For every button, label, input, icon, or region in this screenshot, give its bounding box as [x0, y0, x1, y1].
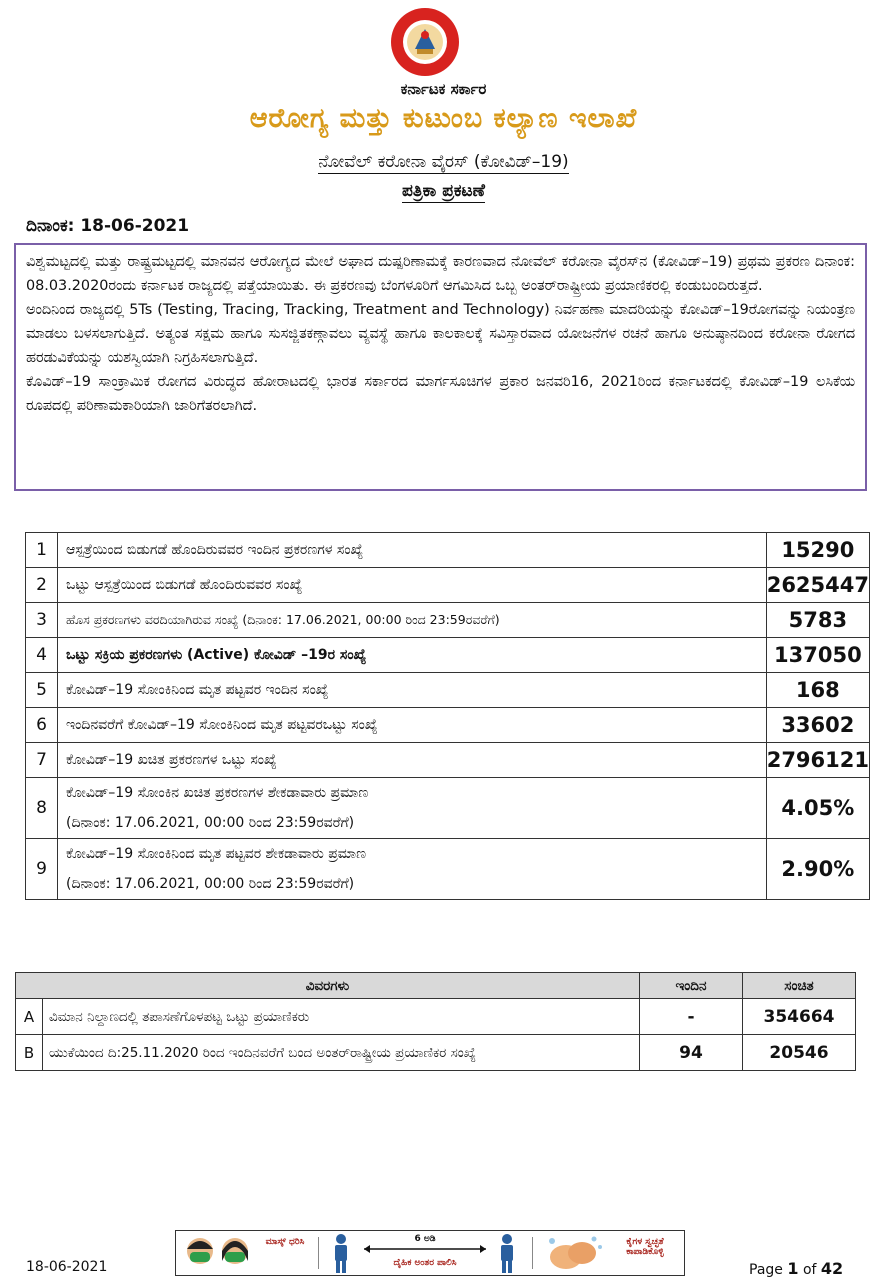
row-number: 3: [26, 603, 58, 638]
row-value: 15290: [766, 533, 869, 568]
release-date: ದಿನಾಂಕ: 18-06-2021: [26, 216, 190, 236]
row-description: [58, 839, 767, 900]
person-icon: [326, 1231, 356, 1275]
table-row: [26, 708, 870, 743]
divider: [532, 1237, 533, 1269]
row-number: 4: [26, 638, 58, 673]
row-description-date: (ದಿನಾಂಕ: 17.06.2021, 00:00 ರಿಂದ 23:59ರವರೆಗೆ): [66, 815, 355, 831]
total-pages: 42: [820, 1259, 844, 1278]
row-description: ಕೋವಿಡ್–19 ಖಚಿತ ಪ್ರಕರಣಗಳ ಒಟ್ಟು ಸಂಖ್ಯೆ: [58, 743, 767, 778]
column-header-details: ವಿವರಗಳು: [16, 973, 640, 999]
row-number: 2: [26, 568, 58, 603]
intro-box: [14, 243, 867, 491]
intro-paragraph: ಕೊವಿಡ್–19 ಸಾಂಕ್ರಾಮಿಕ ರೋಗದ ವಿರುದ್ಧದ ಹೋರಾಟದಲ್ಲಿ ಭಾರತ ಸರ್ಕಾರದ ಮಾರ್ಗಸೂಚಿಗಳ ಪ್ರಕಾರ ಜನವರಿ16, 2021ರಿಂದ ಕರ್ನಾಟಕದಲ್ಲಿ ಕೋವಿಡ್–19 ಲಸಿಕೆಯ ರೂಪದಲ್ಲಿ ಪರಿಣಾಮಕಾರಿಯಾಗಿ ಜಾರಿಗೆತರಲಾಗಿದೆ.: [26, 374, 855, 414]
masked-faces-icon: [180, 1231, 258, 1275]
row-today: -: [640, 999, 743, 1035]
row-value: 33602: [766, 708, 869, 743]
table-row: [26, 743, 870, 778]
row-description: ಒಟ್ಟು ಸಕ್ರಿಯ ಪ್ರಕರಣಗಳು (Active) ಕೋವಿಡ್ –19ರ ಸಂಖ್ಯೆ: [58, 638, 767, 673]
row-value: 2.90%: [766, 839, 869, 900]
stats-table: [25, 532, 870, 900]
mask-label: ಮಾಸ್ಕ್ ಧರಿಸಿ: [265, 1237, 305, 1247]
row-total: 354664: [743, 999, 856, 1035]
footer-date: 18-06-2021: [26, 1259, 108, 1275]
column-header-today: ಇಂದಿನ: [640, 973, 743, 999]
table-row: [26, 839, 870, 900]
department-title: ಆರೋಗ್ಯ ಮತ್ತು ಕುಟುಂಬ ಕಲ್ಯಾಣ ಇಲಾಖೆ: [249, 103, 638, 134]
row-number: 1: [26, 533, 58, 568]
row-number: 5: [26, 673, 58, 708]
row-number: 8: [26, 778, 58, 839]
row-value: 2625447: [766, 568, 869, 603]
table-row: [16, 1035, 856, 1071]
table-row: [26, 568, 870, 603]
distance-label: ದೈಹಿಕ ಅಂತರ ಪಾಲಿಸಿ: [393, 1258, 457, 1268]
karnataka-emblem: [379, 7, 471, 77]
distance-feet-label: 6 ಅಡಿ: [414, 1234, 436, 1244]
person-icon: [492, 1231, 522, 1275]
row-today: 94: [640, 1035, 743, 1071]
row-description-line: ಕೋವಿಡ್–19 ಸೋಂಕಿನ ಖಚಿತ ಪ್ರಕರಣಗಳ ಶೇಕಡಾವಾರು ಪ್ರಮಾಣ: [66, 785, 369, 801]
intro-paragraph: ವಿಶ್ವಮಟ್ಟದಲ್ಲಿ ಮತ್ತು ರಾಷ್ಟ್ರಮಟ್ಟದಲ್ಲಿ ಮಾನವನ ಆರೋಗ್ಯದ ಮೇಲೆ ಅಘಾದ ದುಷ್ಪರಿಣಾಮಕ್ಕೆ ಕಾರಣವಾದ ನೋವೆಲ್ ಕರೋನಾ ವೈರಸ್‌ನ (ಕೋವಿಡ್–19) ಪ್ರಥಮ ಪ್ರಕರಣ ದಿನಾಂಕ: 08.03.2020ರಂದು ಕರ್ನಾಟಕ ರಾಜ್ಯದಲ್ಲಿ ಪತ್ತೆಯಾಯಿತು. ಈ ಪ್ರಕರಣವು ಬೆಂಗಳೂರಿಗೆ ಆಗಮಿಸಿದ ಒಬ್ಬ ಅಂತರ್‌ರಾಷ್ಟ್ರೀಯ ಪ್ರಯಾಣಿಕರಲ್ಲಿ ಕಂಡುಬಂದಿರುತ್ತದೆ.: [26, 254, 855, 294]
row-description: ಯುಕೆಯಿಂದ ದಿ:25.11.2020 ರಿಂದ ಇಂದಿನವರೆಗೆ ಬಂದ ಅಂತರ್‌ರಾಷ್ಟ್ರೀಯ ಪ್ರಯಾಣಿಕರ ಸಂಖ್ಯೆ: [43, 1035, 640, 1071]
subject-line: ನೋವೆಲ್ ಕರೋನಾ ವೈರಸ್ (ಕೋವಿಡ್–19): [318, 152, 569, 172]
row-letter: A: [16, 999, 43, 1035]
row-description: ಹೊಸ ಪ್ರಕರಣಗಳು ವರದಿಯಾಗಿರುವ ಸಂಖ್ಯೆ (ದಿನಾಂಕ: 17.06.2021, 00:00 ರಿಂದ 23:59ರವರೆಗೆ): [58, 603, 767, 638]
table-row: [26, 673, 870, 708]
table-row: [26, 603, 870, 638]
row-description-line: ಕೋವಿಡ್–19 ಸೋಂಕಿನಿಂದ ಮೃತ ಪಟ್ಟವರ ಶೇಕಡಾವಾರು ಪ್ರಮಾಣ: [66, 846, 366, 862]
travel-table: [15, 972, 856, 1071]
table-header-row: [16, 973, 856, 999]
row-description: ಕೋವಿಡ್–19 ಸೋಂಕಿನಿಂದ ಮೃತ ಪಟ್ಟವರ ಇಂದಿನ ಸಂಖ್ಯೆ: [58, 673, 767, 708]
row-value: 4.05%: [766, 778, 869, 839]
intro-paragraph: ಅಂದಿನಿಂದ ರಾಜ್ಯದಲ್ಲಿ 5Ts (Testing, Tracing, Tracking, Treatment and Technology) ನಿರ್ವಹಣಾ ಮಾದರಿಯನ್ನು ಕೋವಿಡ್–19ರೋಗವನ್ನು ನಿಯಂತ್ರಣ ಮಾಡಲು ಬಳಸಲಾಗುತ್ತಿದೆ. ಅತ್ಯಂತ ಸಕ್ಷಮ ಹಾಗೂ ಸುಸಜ್ಜಿತಕಣ್ಗಾವಲು ವ್ಯವಸ್ಥೆ ಹಾಗೂ ಕಾಲಕಾಲಕ್ಕೆ ಸವಿಸ್ತಾರವಾದ ಯೋಜನೆಗಳ ರಚನೆ ಹಾಗೂ ಅನುಷ್ಠಾನದಿಂದ ಕರೋನಾ ರೋಗದ ಹರಡುವಿಕೆಯನ್ನು ಯಶಸ್ವಿಯಾಗಿ ನಿಗ್ರಹಿಸಲಾಗುತ್ತಿದೆ.: [26, 302, 855, 366]
row-number: 6: [26, 708, 58, 743]
table-row: [26, 638, 870, 673]
current-page: 1: [787, 1259, 799, 1278]
hand-wash-icon: [540, 1231, 610, 1275]
government-name: ಕರ್ನಾಟಕ ಸರ್ಕಾರ: [400, 80, 487, 98]
row-description: [58, 778, 767, 839]
press-release-title: ಪತ್ರಿಕಾ ಪ್ರಕಟಣೆ: [402, 181, 485, 201]
row-total: 20546: [743, 1035, 856, 1071]
row-value: 5783: [766, 603, 869, 638]
row-description-date: (ದಿನಾಂಕ: 17.06.2021, 00:00 ರಿಂದ 23:59ರವರೆಗೆ): [66, 876, 355, 892]
table-row: [26, 778, 870, 839]
table-row: [16, 999, 856, 1035]
table-row: [26, 533, 870, 568]
row-description: ಒಟ್ಟು ಆಸ್ಪತ್ರೆಯಿಂದ ಬಿಡುಗಡೆ ಹೊಂದಿರುವವರ ಸಂಖ್ಯೆ: [58, 568, 767, 603]
column-header-cumulative: ಸಂಚಿತ: [743, 973, 856, 999]
awareness-banner: [175, 1230, 685, 1276]
row-value: 168: [766, 673, 869, 708]
hands-label: ಕೈಗಳ ಸ್ವಚ್ಛತೆ ಕಾಪಾಡಿಕೊಳ್ಳಿ: [626, 1237, 664, 1257]
row-description: ಆಸ್ಪತ್ರೆಯಿಂದ ಬಿಡುಗಡೆ ಹೊಂದಿರುವವರ ಇಂದಿನ ಪ್ರಕರಣಗಳ ಸಂಖ್ಯೆ: [58, 533, 767, 568]
row-description: ಇಂದಿನವರೆಗೆ ಕೋವಿಡ್–19 ಸೋಂಕಿನಿಂದ ಮೃತ ಪಟ್ಟವರಒಟ್ಟು ಸಂಖ್ಯೆ: [58, 708, 767, 743]
row-letter: B: [16, 1035, 43, 1071]
divider: [318, 1237, 319, 1269]
row-value: 2796121: [766, 743, 869, 778]
row-number: 9: [26, 839, 58, 900]
row-value: 137050: [766, 638, 869, 673]
row-description: ವಿಮಾನ ನಿಲ್ದಾಣದಲ್ಲಿ ತಪಾಸಣೆಗೊಳಪಟ್ಟ ಒಟ್ಟು ಪ್ರಯಾಣಿಕರು: [43, 999, 640, 1035]
row-number: 7: [26, 743, 58, 778]
page-number: Page 1 of 42: [749, 1259, 844, 1278]
